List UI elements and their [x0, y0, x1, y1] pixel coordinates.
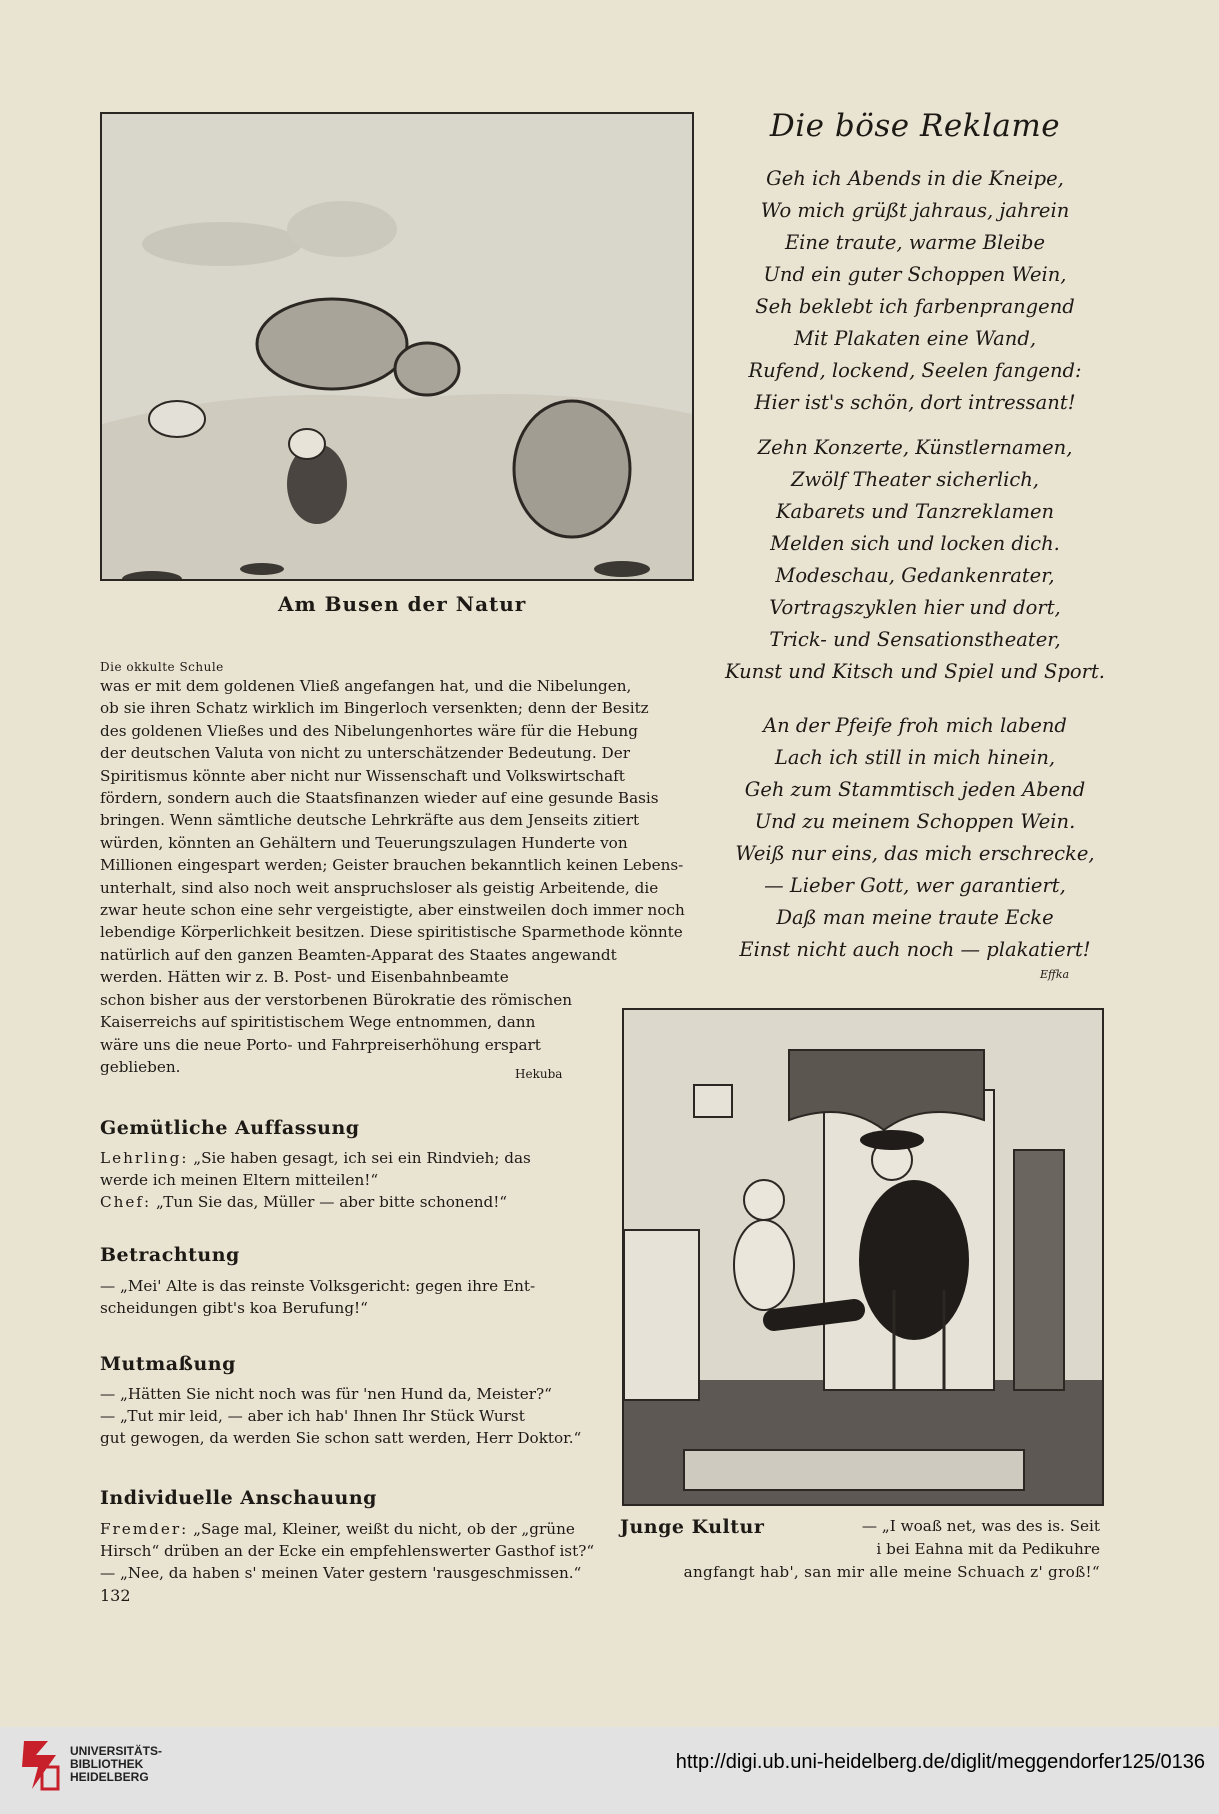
- poem-line: Melden sich und locken dich.: [770, 532, 1060, 555]
- poem-line: Seh beklebt ich farbenprangend: [755, 295, 1075, 318]
- poem-line: Daß man meine traute Ecke: [776, 906, 1054, 929]
- poem-line: Rufend, lockend, Seelen fangend:: [748, 359, 1082, 382]
- joke-line: werde ich meinen Eltern mitteilen!“: [100, 1171, 379, 1189]
- joke-heading: Individuelle Anschauung: [100, 1487, 377, 1509]
- prose-line: Kaiserreichs auf spiritistischem Wege entnommen, dann: [100, 1013, 536, 1032]
- poem-title: Die böse Reklame: [769, 108, 1061, 144]
- prose-line: wäre uns die neue Porto- und Fahrpreiserhöhung erspart: [100, 1035, 541, 1054]
- poem-line: Einst nicht auch noch — plakatiert!: [739, 938, 1091, 961]
- prose-line: lebendige Körperlichkeit besitzen. Diese spiritistische Sparmethode könnte: [100, 923, 683, 942]
- prose-line: werden. Hätten wir z. B. Post- und Eisenbahnbeamte: [100, 968, 509, 987]
- poem-line: Geh zum Stammtisch jeden Abend: [744, 778, 1086, 801]
- prose-line: zwar heute schon eine sehr vergeistigte, aber einstweilen doch immer noch: [100, 901, 685, 920]
- joke-line: gut gewogen, da werden Sie schon satt werden, Herr Doktor.“: [100, 1429, 582, 1447]
- prose-line: natürlich auf den ganzen Beamten-Apparat des Staates angewandt: [100, 945, 617, 964]
- poem-stanza-3: [705, 710, 1125, 966]
- prose-line: bringen. Wenn sämtliche deutsche Lehrkräfte aus dem Jenseits zitiert: [100, 811, 640, 830]
- prose-line: des goldenen Vließes und des Nibelungenhortes wäre für die Hebung: [100, 721, 638, 740]
- okkulte-text: [100, 675, 690, 1078]
- joke-line: — „Nee, da haben s' meinen Vater gestern 'rausgeschmissen.“: [100, 1564, 582, 1582]
- poem-line: Und zu meinem Schoppen Wein.: [754, 810, 1076, 833]
- poem-line: Trick- und Sensationstheater,: [769, 628, 1061, 651]
- library-name-line: BIBLIOTHEK: [70, 1757, 144, 1771]
- prose-line: würden, könnten an Gehältern und Teuerungszulagen Hunderte von: [100, 833, 628, 852]
- speaker: Lehrling:: [100, 1149, 189, 1167]
- kultur-line-1: — „I woaß net, was des is. Seit: [861, 1517, 1100, 1535]
- joke-heading: Gemütliche Auffassung: [100, 1117, 360, 1139]
- cow-caption: Am Busen der Natur: [278, 592, 527, 616]
- prose-line: was er mit dem goldenen Vließ angefangen hat, und die Nibelungen,: [100, 677, 632, 695]
- pedicure-drawing: [624, 1010, 1102, 1504]
- poem-line: Kabarets und Tanzreklamen: [775, 500, 1055, 523]
- joke-heading: Betrachtung: [100, 1244, 240, 1266]
- poem-line: Wo mich grüßt jahraus, jahrein: [760, 199, 1070, 222]
- kultur-heading: Junge Kultur: [620, 1516, 765, 1538]
- speaker: Chef:: [100, 1193, 152, 1211]
- line-text: „Sage mal, Kleiner, weißt du nicht, ob der „grüne: [188, 1520, 575, 1538]
- prose-line: der deutschen Valuta von nicht zu unterschätzender Bedeutung. Der: [100, 744, 630, 763]
- pedicure-illustration: [622, 1008, 1104, 1506]
- prose-line: ob sie ihren Schatz wirklich im Bingerloch versenkten; denn der Besitz: [100, 699, 649, 718]
- joke-line: — „Hätten Sie nicht noch was für 'nen Hund da, Meister?“: [100, 1385, 552, 1403]
- joke-line: scheidungen gibt's koa Berufung!“: [100, 1299, 368, 1317]
- poem-line: Eine traute, warme Bleibe: [784, 231, 1046, 254]
- line-text: „Sie haben gesagt, ich sei ein Rindvieh; das: [188, 1149, 531, 1167]
- page-number: 132: [100, 1586, 131, 1605]
- poem-line: — Lieber Gott, wer garantiert,: [764, 874, 1066, 897]
- okkulte-heading: Die okkulte Schule: [100, 660, 224, 674]
- poem-signature: Effka: [1040, 968, 1070, 981]
- poem-line: Kunst und Kitsch und Spiel und Sport.: [724, 660, 1105, 683]
- joke-line: [100, 1147, 531, 1169]
- poem-line: Modeschau, Gedankenrater,: [775, 564, 1055, 587]
- joke-line: [100, 1518, 594, 1540]
- joke-line: Hirsch“ drüben an der Ecke ein empfehlenswerter Gasthof ist?“: [100, 1542, 595, 1560]
- source-url-link[interactable]: http://digi.ub.uni-heidelberg.de/diglit/meggendorfer125/0136: [675, 1751, 1205, 1773]
- kultur-line-3: angfangt hab', san mir alle meine Schuach z' groß!“: [683, 1563, 1100, 1581]
- prose-line: Millionen eingespart werden; Geister brauchen bekanntlich keinen Lebens-: [100, 856, 684, 875]
- cow-drawing: [102, 114, 692, 579]
- footer-bar: [0, 1727, 1219, 1814]
- line-text: „Tun Sie das, Müller — aber bitte schonend!“: [151, 1193, 508, 1211]
- library-logo-icon: [18, 1737, 62, 1793]
- joke-text: [100, 1275, 535, 1319]
- library-name: [70, 1745, 162, 1784]
- poem-line: Zwölf Theater sicherlich,: [791, 468, 1039, 491]
- poem-line: Weiß nur eins, das mich erschrecke,: [735, 842, 1095, 865]
- joke-text: [100, 1147, 531, 1213]
- prose-line: fördern, sondern auch die Staatsfinanzen wieder auf eine gesunde Basis: [100, 789, 659, 808]
- joke-line: — „Tut mir leid, — aber ich hab' Ihnen Ihr Stück Wurst: [100, 1407, 525, 1425]
- poem-line: Lach ich still in mich hinein,: [774, 746, 1056, 769]
- joke-line: — „Mei' Alte is das reinste Volksgericht: gegen ihre Ent-: [100, 1277, 536, 1295]
- cow-illustration: [100, 112, 694, 581]
- poem-line: Geh ich Abends in die Kneipe,: [766, 167, 1064, 190]
- okkulte-signature: Hekuba: [515, 1067, 563, 1081]
- poem-line: An der Pfeife froh mich labend: [763, 714, 1067, 737]
- prose-line: Spiritismus könnte aber nicht nur Wissenschaft und Volkswirtschaft: [100, 766, 625, 785]
- prose-line: geblieben.: [100, 1057, 181, 1076]
- poem-line: Und ein guter Schoppen Wein,: [763, 263, 1067, 286]
- library-name-line: HEIDELBERG: [70, 1770, 149, 1784]
- speaker: Fremder:: [100, 1520, 189, 1538]
- library-name-line: UNIVERSITÄTS-: [70, 1744, 163, 1758]
- poem-stanza-1: [705, 163, 1125, 419]
- prose-line: schon bisher aus der verstorbenen Bürokratie des römischen: [100, 990, 573, 1009]
- poem-line: Mit Plakaten eine Wand,: [793, 327, 1037, 350]
- poem-line: Zehn Konzerte, Künstlernamen,: [757, 436, 1073, 459]
- poem-line: Vortragszyklen hier und dort,: [769, 596, 1061, 619]
- joke-line: [100, 1191, 531, 1213]
- joke-text: [100, 1383, 581, 1449]
- joke-heading: Mutmaßung: [100, 1353, 236, 1375]
- kultur-line-2: i bei Eahna mit da Pedikuhre: [876, 1540, 1100, 1558]
- prose-line: unterhalt, sind also noch weit anspruchsloser als geistig Arbeitende, die: [100, 878, 659, 897]
- poem-stanza-2: [705, 432, 1125, 688]
- joke-text: [100, 1518, 594, 1584]
- poem-line: Hier ist's schön, dort intressant!: [754, 391, 1076, 414]
